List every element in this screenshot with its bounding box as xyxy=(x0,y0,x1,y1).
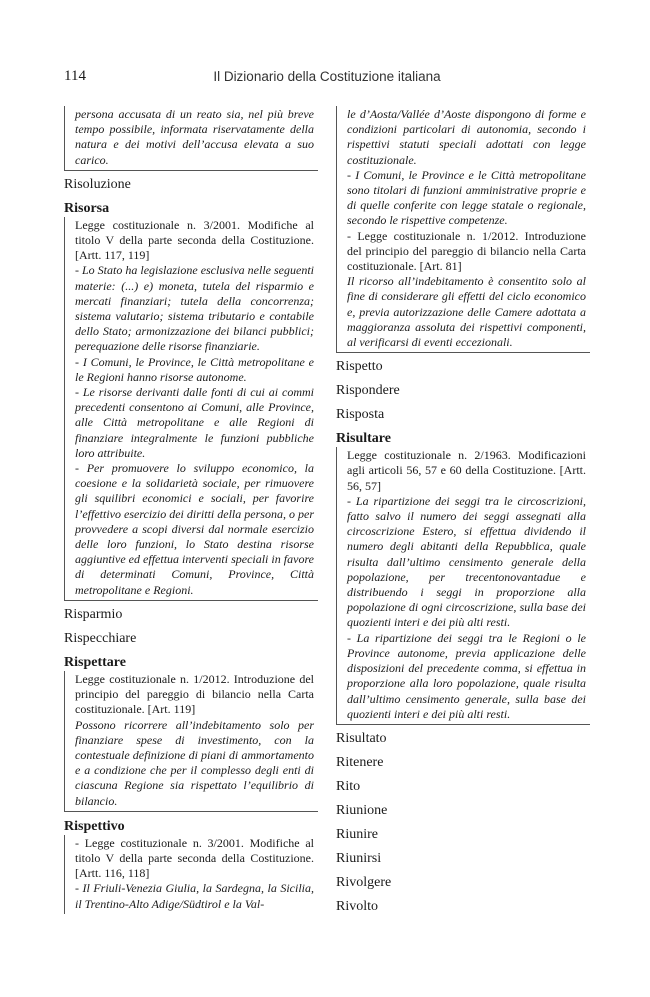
law-reference: Legge costituzionale n. 2/1963. Modificazioni agli articoli 56, 57 e 60 della Costituzione. [Artt. 56, 57] xyxy=(347,448,586,493)
quoted-text: - Le risorse derivanti dalle fonti di cui ai commi precedenti consentono ai Comuni, alle Province, alle Città metropolitane e alle Regioni di finanziare integralmente le funzioni pubbliche loro attribuite. xyxy=(75,385,314,460)
dictionary-term-risparmio: Risparmio xyxy=(64,606,123,622)
dictionary-term-risorsa: Risorsa xyxy=(64,200,110,216)
dictionary-term-risultato: Risultato xyxy=(336,730,387,746)
quoted-text: - I Comuni, le Province e le Città metropolitane sono titolari di funzioni amministrative proprie e di quelle conferite con legge statale o regionale, secondo le rispettive competenze. xyxy=(347,167,586,228)
dictionary-term-risposta: Risposta xyxy=(336,407,385,423)
quotation-box xyxy=(64,217,318,601)
quotation-box xyxy=(64,835,318,914)
law-reference: - Legge costituzionale n. 3/2001. Modifiche al titolo V della parte seconda della Costituzione. [Artt. 116, 118] xyxy=(75,835,314,881)
law-reference: Legge costituzionale n. 1/2012. Introduzione del principio del pareggio di bilancio nella Carta costituzionale. [Art. 119] xyxy=(75,671,314,717)
dictionary-term-riunione: Riunione xyxy=(336,802,388,818)
page-header xyxy=(64,68,590,90)
quoted-text: Il ricorso all’indebitamento è consentito solo al fine di considerare gli effetti del ciclo economico e, previa autorizzazione delle Camere adottata a maggioranza assoluta dei rispettivi componenti, al verificarsi di eventi eccezionali. xyxy=(347,274,586,350)
dictionary-term-rispettare: Rispettare xyxy=(64,654,126,670)
quoted-text: Possono ricorrere all’indebitamento solo per finanziare spese di investimento, con la contestuale definizione di piani di ammortamento e a condizione che per il complesso degli enti di ciascuna Regione sia rispettato l’equilibrio di bilancio. xyxy=(75,717,314,808)
dictionary-term-rito: Rito xyxy=(336,778,361,794)
dictionary-term-rivolto: Rivolto xyxy=(336,898,379,914)
law-reference: - Legge costituzionale n. 1/2012. Introduzione del principio del pareggio di bilancio nella Carta costituzionale. [Art. 81] xyxy=(347,228,586,274)
quoted-text: - La ripartizione dei seggi tra le Regioni o le Province autonome, previa applicazione delle disposizioni del precedente comma, si effettua in proporzione alla loro popolazione, quale risulta dall’ultimo censimento generale, sulla base dei quozienti interi e dei più alti resti. xyxy=(347,630,586,721)
quoted-text: - Il Friuli-Venezia Giulia, la Sardegna, la Sicilia, il Trentino-Alto Adige/Südtirol e la Val- xyxy=(75,881,314,911)
running-title: Il Dizionario della Costituzione italiana xyxy=(213,69,441,84)
dictionary-term-rivolgere: Rivolgere xyxy=(336,874,392,890)
dictionary-term-ritenere: Ritenere xyxy=(336,754,384,770)
quotation-box xyxy=(64,106,318,171)
quoted-text: - Lo Stato ha legislazione esclusiva nelle seguenti materie: (...) e) moneta, tutela del risparmio e mercati finanziari; tutela della concorrenza; sistema valutario; sistema tributario e contabile dello Stato; armonizzazione dei bilanci pubblici; perequazione delle risorse finanziarie. xyxy=(75,263,314,354)
quoted-text: - La ripartizione dei seggi tra le circoscrizioni, fatto salvo il numero dei seggi assegnati alla circoscrizione Estero, si effettua dividendo il numero degli abitanti della Repubblica, quale risulta dall’ultimo censimento generale della popolazione, per trecentonovantadue e distribuendo i seggi in proporzione alla popolazione di ogni circoscrizione, sulla base dei quozienti interi e dei più alti resti. xyxy=(347,493,586,630)
quotation-box xyxy=(64,671,318,812)
dictionary-term-riunire: Riunire xyxy=(336,826,378,842)
dictionary-term-risoluzione: Risoluzione xyxy=(64,176,131,192)
dictionary-term-rispetto: Rispetto xyxy=(336,359,383,375)
left-column xyxy=(64,106,318,919)
dictionary-term-rispondere: Rispondere xyxy=(336,383,400,399)
law-reference: Legge costituzionale n. 3/2001. Modifiche al titolo V della parte seconda della Costituzione. [Artt. 117, 119] xyxy=(75,217,314,263)
right-column xyxy=(336,106,590,922)
quoted-text: - Per promuovere lo sviluppo economico, la coesione e la solidarietà sociale, per rimuovere gli squilibri economici e sociali, per favorire l’effettivo esercizio dei diritti della persona, o per provvedere a scopi diversi dal normale esercizio delle loro funzioni, lo Stato destina risorse aggiuntive ed effettua interventi speciali in favore di determinati Comuni, Province, Città metropolitane e Regioni. xyxy=(75,461,314,597)
dictionary-term-rispecchiare: Rispecchiare xyxy=(64,630,137,646)
dictionary-term-rispettivo: Rispettivo xyxy=(64,818,125,834)
dictionary-term-riunirsi: Riunirsi xyxy=(336,850,382,866)
page-number: 114 xyxy=(64,68,86,84)
quoted-text: - I Comuni, le Province, le Città metropolitane e le Regioni hanno risorse autonome. xyxy=(75,354,314,384)
quotation-box xyxy=(336,447,590,725)
quoted-text: le d’Aosta/Vallée d’Aoste dispongono di forme e condizioni particolari di autonomia, secondo i rispettivi statuti speciali adottati con legge costituzionale. xyxy=(347,107,586,167)
dictionary-term-risultare: Risultare xyxy=(336,431,391,447)
quotation-box xyxy=(336,106,590,353)
quoted-text: persona accusata di un reato sia, nel più breve tempo possibile, informata riservatamente della natura e dei motivi dell’accusa elevata a suo carico. xyxy=(75,107,314,167)
